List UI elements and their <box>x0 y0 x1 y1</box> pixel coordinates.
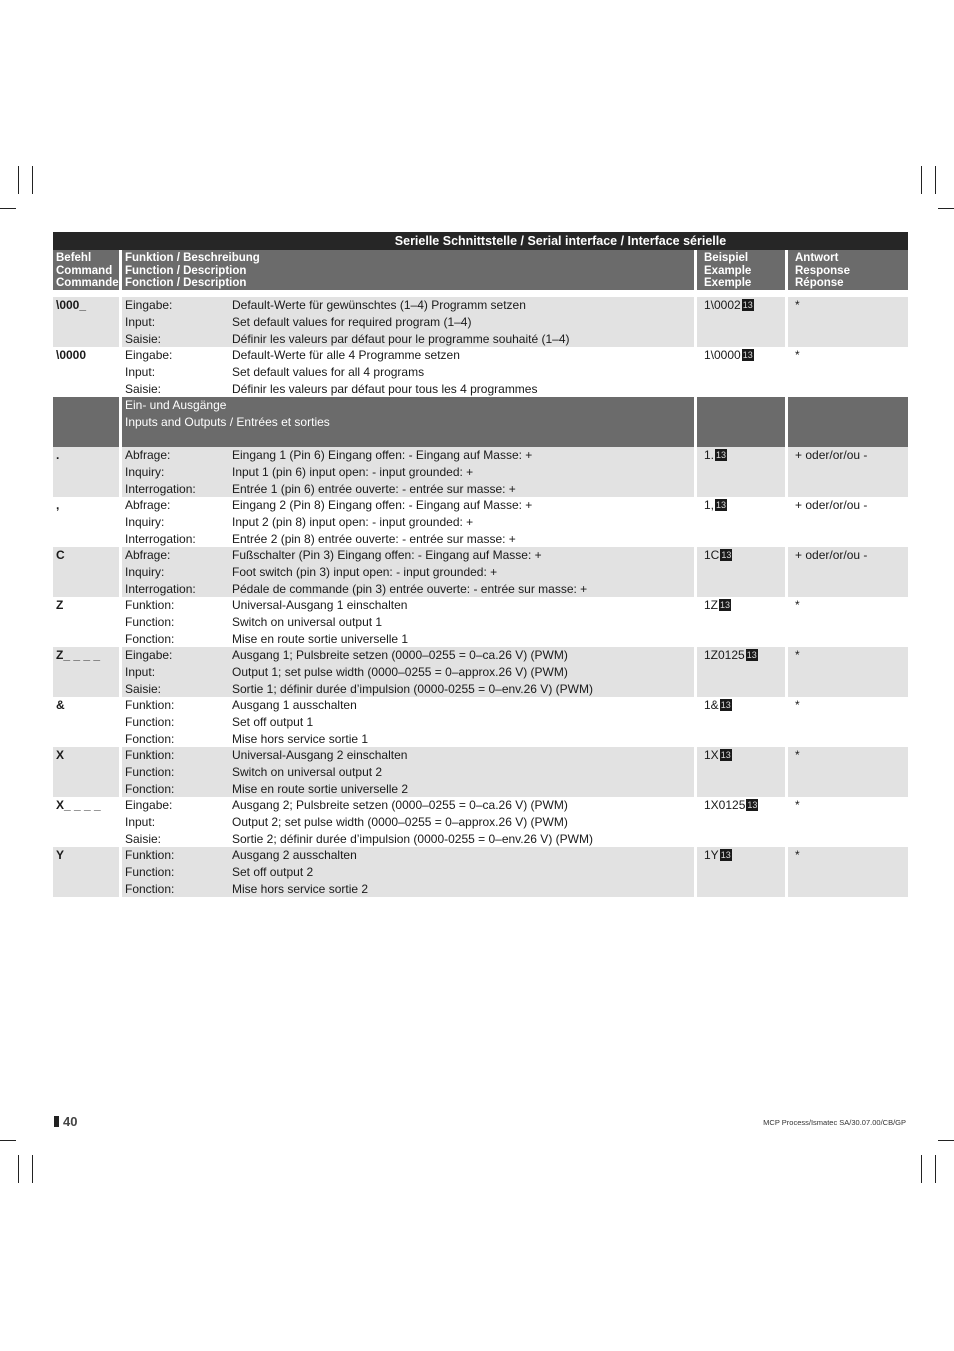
row-description: Switch on universal output 2 <box>232 765 383 779</box>
example-value: 1Z0125 <box>704 648 745 662</box>
table-title: Serielle Schnittstelle / Serial interface / Interface sérielle <box>53 232 908 250</box>
page-number: 40 <box>54 1114 77 1129</box>
function-description <box>122 547 694 597</box>
table-row <box>53 697 908 747</box>
function-description <box>122 597 694 647</box>
response-value: + oder/or/ou - <box>788 497 908 547</box>
row-label: Function: <box>125 865 175 879</box>
row-label: Saisie: <box>125 382 162 396</box>
row-label: Funktion: <box>125 598 175 612</box>
row-label: Function: <box>125 765 175 779</box>
row-label: Fonction: <box>125 732 175 746</box>
carriage-return-icon: 13 <box>742 300 753 310</box>
command-code: \0000 <box>53 347 119 397</box>
row-label: Interrogation: <box>125 532 196 546</box>
row-description: Output 1; set pulse width (0000–0255 = 0–approx.26 V) (PWM) <box>232 665 568 679</box>
carriage-return-icon: 13 <box>720 700 731 710</box>
command-code: \000_ <box>53 297 119 347</box>
function-description <box>122 297 694 347</box>
example-cell <box>697 747 785 797</box>
carriage-return-icon: 13 <box>720 600 731 610</box>
crop-mark <box>18 166 19 194</box>
row-description: Universal-Ausgang 2 einschalten <box>232 748 408 762</box>
example-value: 1Z <box>704 598 719 612</box>
row-label: Abfrage: <box>125 448 171 462</box>
carriage-return-icon: 13 <box>720 750 731 760</box>
table-row <box>53 447 908 497</box>
response-value: + oder/or/ou - <box>788 547 908 597</box>
function-description <box>122 347 694 397</box>
row-description: Default-Werte für alle 4 Programme setzen <box>232 348 460 362</box>
command-code: X <box>53 747 119 797</box>
table-row <box>53 297 908 347</box>
row-description: Set off output 1 <box>232 715 314 729</box>
crop-mark <box>938 1140 954 1141</box>
row-label: Input: <box>125 815 156 829</box>
row-description: Default-Werte für gewünschtes (1–4) Programm setzen <box>232 298 526 312</box>
example-value: 1X <box>704 748 719 762</box>
example-value: 1X0125 <box>704 798 746 812</box>
row-label: Interrogation: <box>125 482 196 496</box>
row-label: Inquiry: <box>125 565 165 579</box>
row-description: Input 1 (pin 6) input open: - input grounded: + <box>232 465 474 479</box>
example-cell <box>697 297 785 347</box>
example-cell <box>697 797 785 847</box>
row-description: Mise en route sortie universelle 2 <box>232 782 409 796</box>
table-row <box>53 797 908 847</box>
carriage-return-icon: 13 <box>747 800 758 810</box>
table-row <box>53 597 908 647</box>
crop-mark <box>0 208 16 209</box>
row-label: Inquiry: <box>125 465 165 479</box>
table-row <box>53 497 908 547</box>
command-code: C <box>53 547 119 597</box>
row-label: Function: <box>125 615 175 629</box>
document-reference: MCP Process/Ismatec SA/30.07.00/CB/GP <box>763 1118 906 1127</box>
function-description <box>122 747 694 797</box>
response-value: * <box>788 297 908 347</box>
function-description <box>122 497 694 547</box>
example-value: 1\0002 <box>704 298 741 312</box>
section-header-row <box>53 397 908 447</box>
row-label: Interrogation: <box>125 582 196 596</box>
example-value: 1\0000 <box>704 348 741 362</box>
row-label: Abfrage: <box>125 548 171 562</box>
table-row <box>53 747 908 797</box>
row-label: Fonction: <box>125 632 175 646</box>
example-value: 1C <box>704 548 720 562</box>
carriage-return-icon: 13 <box>742 350 753 360</box>
row-description: Input 2 (pin 8) input open: - input grounded: + <box>232 515 474 529</box>
function-description <box>122 847 694 897</box>
command-code: & <box>53 697 119 747</box>
function-description <box>122 647 694 697</box>
command-code: Z <box>53 597 119 647</box>
row-description: Sortie 2; définir durée d’impulsion (0000-0255 = 0–env.26 V) (PWM) <box>232 832 593 846</box>
row-description: Définir les valeurs par défaut pour tous les 4 programmes <box>232 382 538 396</box>
crop-mark <box>18 1155 19 1183</box>
example-value: 1& <box>704 698 719 712</box>
row-description: Sortie 1; définir durée d’impulsion (0000-0255 = 0–env.26 V) (PWM) <box>232 682 593 696</box>
crop-mark <box>935 1155 936 1183</box>
section-title: Ein- und Ausgänge Inputs and Outputs / Entrées et sorties <box>122 397 694 447</box>
row-label: Eingabe: <box>125 798 173 812</box>
row-description: Switch on universal output 1 <box>232 615 383 629</box>
row-label: Eingabe: <box>125 648 173 662</box>
row-description: Ausgang 1; Pulsbreite setzen (0000–0255 = 0–ca.26 V) (PWM) <box>232 648 568 662</box>
row-label: Input: <box>125 315 156 329</box>
crop-mark <box>921 166 922 194</box>
row-description: Ausgang 2 ausschalten <box>232 848 357 862</box>
row-description: Définir les valeurs par défaut pour le programme souhaité (1–4) <box>232 332 570 346</box>
row-description: Mise en route sortie universelle 1 <box>232 632 409 646</box>
command-code: Y <box>53 847 119 897</box>
row-description: Mise hors service sortie 1 <box>232 732 369 746</box>
crop-mark <box>32 1155 33 1183</box>
crop-mark <box>938 208 954 209</box>
table-row <box>53 847 908 897</box>
example-cell <box>697 497 785 547</box>
command-code: Z_ _ _ _ <box>53 647 119 697</box>
page-marker-icon <box>54 1116 59 1127</box>
row-description: Fußschalter (Pin 3) Eingang offen: - Eingang auf Masse: + <box>232 548 542 562</box>
row-description: Ausgang 2; Pulsbreite setzen (0000–0255 = 0–ca.26 V) (PWM) <box>232 798 568 812</box>
table-body <box>53 297 908 897</box>
header-command: Befehl Command Commande <box>53 250 119 290</box>
row-label: Saisie: <box>125 332 162 346</box>
row-label: Eingabe: <box>125 348 173 362</box>
carriage-return-icon: 13 <box>746 650 757 660</box>
row-description: Ausgang 1 ausschalten <box>232 698 357 712</box>
example-cell <box>697 447 785 497</box>
response-value: * <box>788 347 908 397</box>
carriage-return-icon: 13 <box>716 500 727 510</box>
row-description: Output 2; set pulse width (0000–0255 = 0–approx.26 V) (PWM) <box>232 815 568 829</box>
row-label: Fonction: <box>125 882 175 896</box>
row-description: Set default values for all 4 programs <box>232 365 425 379</box>
header-example: Beispiel Example Exemple <box>697 250 785 290</box>
table-row <box>53 347 908 397</box>
example-value: 1Y <box>704 848 719 862</box>
row-description: Mise hors service sortie 2 <box>232 882 369 896</box>
serial-interface-table <box>53 232 908 897</box>
command-code: , <box>53 497 119 547</box>
row-description: Eingang 1 (Pin 6) Eingang offen: - Eingang auf Masse: + <box>232 448 533 462</box>
table-row <box>53 647 908 697</box>
row-label: Saisie: <box>125 832 162 846</box>
example-value: 1, <box>704 498 715 512</box>
response-value: * <box>788 647 908 697</box>
header-response: Antwort Response Réponse <box>788 250 908 290</box>
crop-mark <box>32 166 33 194</box>
carriage-return-icon: 13 <box>716 450 727 460</box>
example-cell <box>697 347 785 397</box>
command-code: . <box>53 447 119 497</box>
row-label: Fonction: <box>125 782 175 796</box>
response-value: * <box>788 847 908 897</box>
row-label: Eingabe: <box>125 298 173 312</box>
row-label: Abfrage: <box>125 498 171 512</box>
crop-mark <box>0 1140 16 1141</box>
row-description: Set off output 2 <box>232 865 314 879</box>
response-value: * <box>788 797 908 847</box>
example-cell <box>697 847 785 897</box>
row-label: Input: <box>125 365 156 379</box>
row-description: Foot switch (pin 3) input open: - input grounded: + <box>232 565 498 579</box>
crop-mark <box>935 166 936 194</box>
crop-mark <box>921 1155 922 1183</box>
row-description: Pédale de commande (pin 3) entrée ouverte: - entrée sur masse: + <box>232 582 588 596</box>
example-cell <box>697 547 785 597</box>
response-value: + oder/or/ou - <box>788 447 908 497</box>
row-description: Eingang 2 (Pin 8) Eingang offen: - Eingang auf Masse: + <box>232 498 533 512</box>
response-value: * <box>788 747 908 797</box>
row-description: Set default values for required program (1–4) <box>232 315 472 329</box>
row-label: Funktion: <box>125 748 175 762</box>
response-value: * <box>788 597 908 647</box>
example-value: 1. <box>704 448 715 462</box>
response-value: * <box>788 697 908 747</box>
function-description <box>122 447 694 497</box>
row-label: Saisie: <box>125 682 162 696</box>
table-row <box>53 547 908 597</box>
carriage-return-icon: 13 <box>721 550 732 560</box>
row-label: Funktion: <box>125 698 175 712</box>
row-description: Entrée 2 (pin 8) entrée ouverte: - entrée sur masse: + <box>232 532 516 546</box>
header-function: Funktion / Beschreibung Function / Description Fonction / Description <box>122 250 694 290</box>
function-description <box>122 797 694 847</box>
carriage-return-icon: 13 <box>720 850 731 860</box>
row-description: Entrée 1 (pin 6) entrée ouverte: - entrée sur masse: + <box>232 482 516 496</box>
row-description: Universal-Ausgang 1 einschalten <box>232 598 408 612</box>
example-cell <box>697 697 785 747</box>
function-description <box>122 697 694 747</box>
row-label: Inquiry: <box>125 515 165 529</box>
row-label: Input: <box>125 665 156 679</box>
row-label: Function: <box>125 715 175 729</box>
example-cell <box>697 597 785 647</box>
row-label: Funktion: <box>125 848 175 862</box>
command-code: X_ _ _ _ <box>53 797 119 847</box>
example-cell <box>697 647 785 697</box>
table-header <box>53 250 908 290</box>
